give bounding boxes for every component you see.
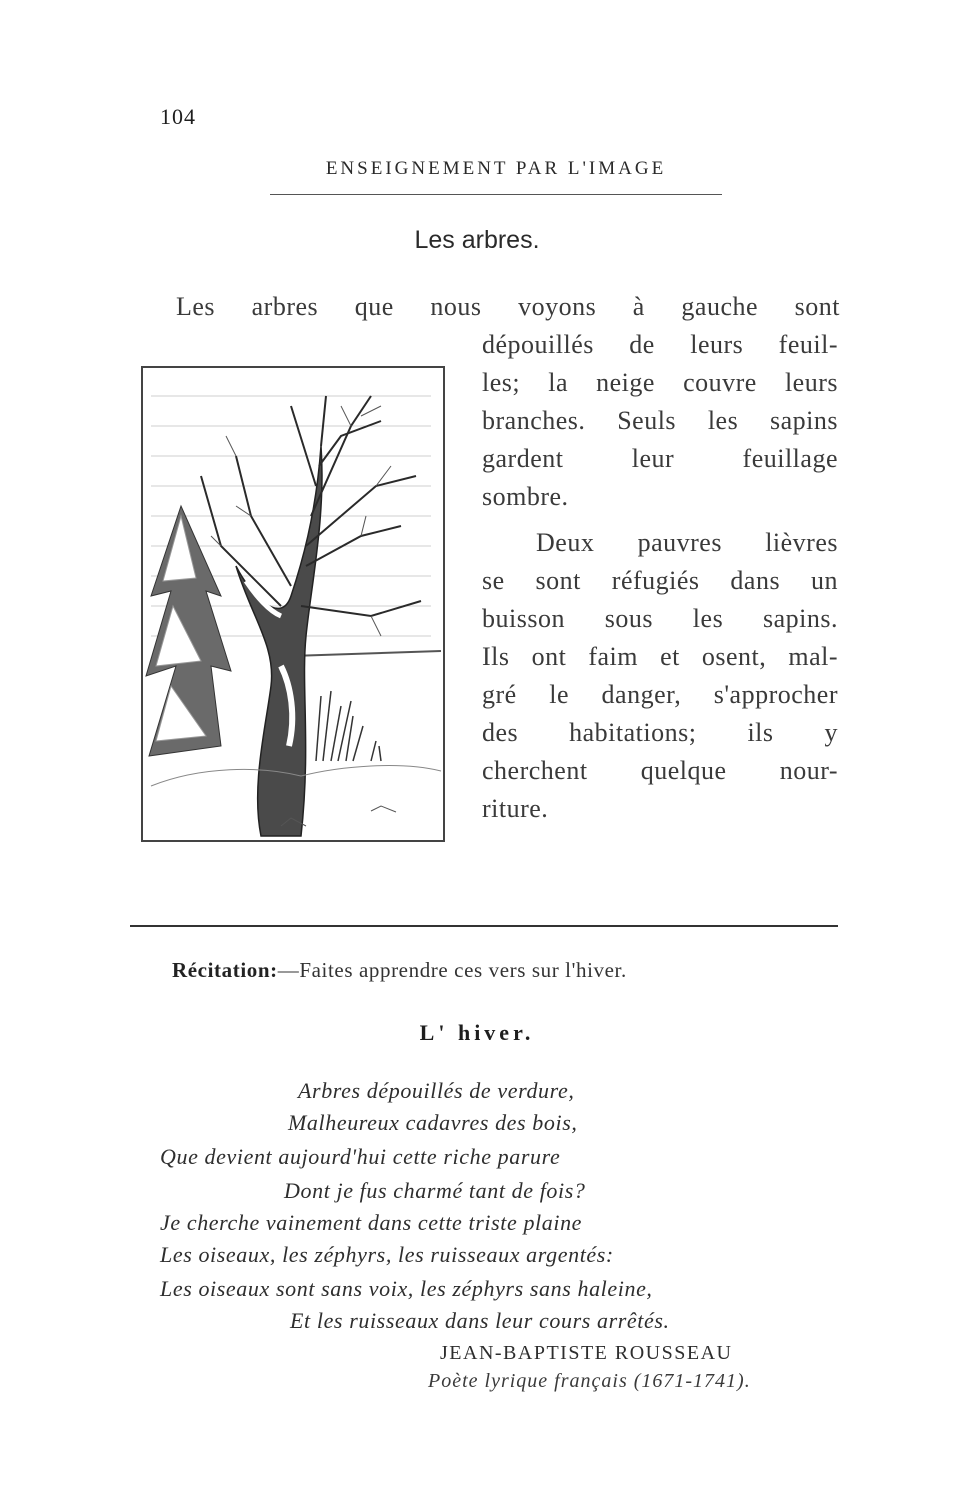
poem-verse: Les oiseaux, les zéphyrs, les ruisseaux argentés: <box>160 1242 614 1267</box>
poem-title: L' hiver. <box>419 1020 535 1045</box>
paragraph-line: sombre. <box>482 482 569 511</box>
section-divider <box>130 925 838 927</box>
paragraph-line: se sont réfugiés dans un <box>482 566 838 595</box>
paragraph-line: cherchent quelque nour- <box>482 756 838 785</box>
recitation-instruction: —Faites apprendre ces vers sur l'hiver. <box>277 958 627 982</box>
poem-author: JEAN-BAPTISTE ROUSSEAU <box>440 1342 733 1364</box>
poem-author-note: Poète lyrique français (1671-1741). <box>428 1370 751 1392</box>
poem-verse: Et les ruisseaux dans leur cours arrêtés. <box>290 1308 670 1333</box>
paragraph-line: gardent leur feuillage <box>482 444 838 473</box>
paragraph-line: les; la neige couvre leurs <box>482 368 838 397</box>
winter-trees-illustration <box>141 366 445 842</box>
page-number: 104 <box>160 104 196 129</box>
paragraph-line: Les arbres que nous voyons à gauche sont <box>176 292 840 321</box>
poem-verse: Je cherche vainement dans cette triste plaine <box>160 1210 583 1235</box>
paragraph-line: branches. Seuls les sapins <box>482 406 838 435</box>
running-head: ENSEIGNEMENT PAR L'IMAGE <box>325 158 667 179</box>
paragraph-line: dépouillés de leurs feuil- <box>482 330 838 359</box>
poem-verse: Les oiseaux sont sans voix, les zéphyrs sans haleine, <box>160 1276 653 1301</box>
poem-verse: Dont je fus charmé tant de fois? <box>284 1178 586 1203</box>
section-title: Les arbres. <box>414 226 540 254</box>
running-head-rule <box>270 194 722 195</box>
paragraph-line: Deux pauvres lièvres <box>536 528 838 557</box>
paragraph-line: riture. <box>482 794 549 823</box>
paragraph-line: Ils ont faim et osent, mal- <box>482 642 838 671</box>
poem-verse: Arbres dépouillés de verdure, <box>298 1078 575 1103</box>
recitation-line <box>172 958 627 983</box>
recitation-label: Récitation: <box>172 958 278 982</box>
poem-verse: Que devient aujourd'hui cette riche parure <box>160 1144 561 1169</box>
paragraph-line: gré le danger, s'approcher <box>482 680 838 709</box>
paragraph-line: des habitations; ils y <box>482 718 838 747</box>
paragraph-line: buisson sous les sapins. <box>482 604 838 633</box>
poem-verse: Malheureux cadavres des bois, <box>288 1110 578 1135</box>
